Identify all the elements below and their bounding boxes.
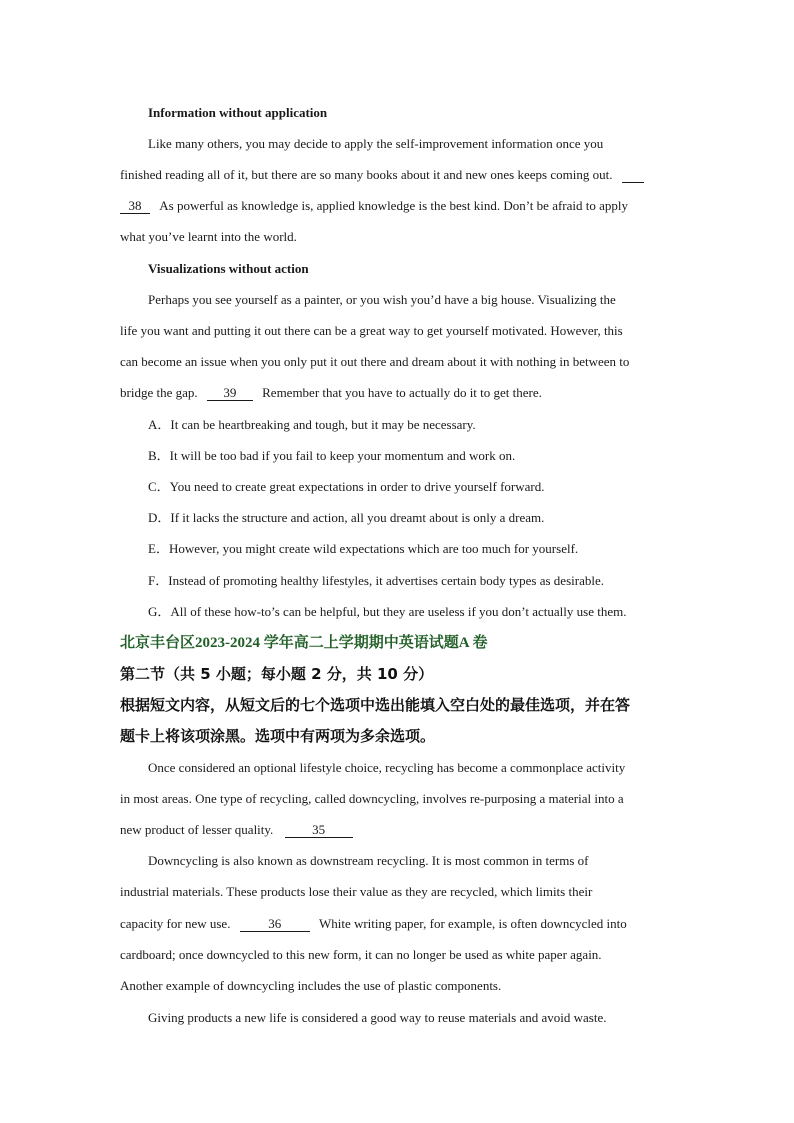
- paragraph-line: Like many others, you may decide to apply the self-improvement information once you: [148, 136, 604, 151]
- option-g: [148, 604, 676, 620]
- part-title: 第二节（共 5 小题；每小题 2 分，共 10 分）: [120, 665, 434, 683]
- answer-blank-35: 35: [285, 823, 353, 838]
- paragraph-text: As powerful as knowledge is, applied knowledge is the best kind. Don’t be afraid to apply: [159, 198, 628, 213]
- answer-blank-36: 36: [240, 917, 310, 932]
- paragraph-line: [120, 167, 676, 183]
- heading-visualizations-without-action: Visualizations without action: [148, 261, 309, 276]
- option-text: Instead of promoting healthy lifestyles, it advertises certain body types as desirable.: [168, 573, 604, 588]
- paragraph-line: Another example of downcycling includes the use of plastic components.: [120, 978, 502, 993]
- answer-blank-38: 38: [120, 199, 150, 214]
- paragraph-text: capacity for new use.: [120, 916, 231, 931]
- option-text: All of these how-to’s can be helpful, but they are useless if you don’t actually use them.: [170, 604, 627, 619]
- paragraph-line: Downcycling is also known as downstream recycling. It is most common in terms of: [148, 853, 589, 868]
- option-letter: G．: [148, 604, 171, 619]
- paragraph-line: Giving products a new life is considered a good way to reuse materials and avoid waste.: [148, 1010, 607, 1025]
- option-letter: C．: [148, 479, 170, 494]
- paragraph-line: Perhaps you see yourself as a painter, or you wish you’d have a big house. Visualizing the: [148, 292, 616, 307]
- paragraph-line: [120, 822, 676, 838]
- paragraph-line: in most areas. One type of recycling, called downcycling, involves re-purposing a material into a: [120, 791, 624, 806]
- option-d: [148, 510, 676, 526]
- instruction-line: 题卡上将该项涂黑。选项中有两项为多余选项。: [120, 727, 436, 745]
- option-a: [148, 417, 676, 433]
- paragraph-line: Once considered an optional lifestyle choice, recycling has become a commonplace activity: [148, 760, 626, 775]
- option-text: It can be heartbreaking and tough, but it may be necessary.: [170, 417, 476, 432]
- option-text: If it lacks the structure and action, all you dreamt about is only a dream.: [170, 510, 545, 525]
- heading-information-without-application: Information without application: [148, 105, 328, 120]
- paragraph-line: cardboard; once downcycled to this new form, it can no longer be used as white paper again.: [120, 947, 602, 962]
- paragraph-line: industrial materials. These products lose their value as they are recycled, which limits their: [120, 884, 593, 899]
- option-text: However, you might create wild expectations which are too much for yourself.: [168, 541, 579, 556]
- option-letter: B．: [148, 448, 170, 463]
- option-letter: E．: [148, 541, 169, 556]
- option-letter: F．: [148, 573, 169, 588]
- option-e: [148, 541, 676, 557]
- option-text: You need to create great expectations in order to drive yourself forward.: [169, 479, 545, 494]
- paragraph-line: life you want and putting it out there can be a great way to get yourself motivated. However, this: [120, 323, 623, 338]
- paragraph-line: can become an issue when you only put it out there and dream about it with nothing in between to: [120, 354, 630, 369]
- paragraph-text: White writing paper, for example, is often downcycled into: [318, 916, 627, 931]
- instruction-line: 根据短文内容，从短文后的七个选项中选出能填入空白处的最佳选项，并在答: [120, 696, 631, 714]
- paragraph-line: what you’ve learnt into the world.: [120, 229, 297, 244]
- paragraph-line: [120, 916, 676, 932]
- option-c: [148, 479, 676, 495]
- paragraph-text: Remember that you have to actually do it to get there.: [262, 385, 542, 400]
- paragraph-text: finished reading all of it, but there are so many books about it and new ones keeps coming out.: [120, 167, 613, 182]
- paragraph-line: [120, 385, 676, 401]
- option-text: It will be too bad if you fail to keep your momentum and work on.: [169, 448, 516, 463]
- option-letter: A．: [148, 417, 171, 432]
- option-letter: D．: [148, 510, 171, 525]
- paragraph-line: [120, 198, 676, 214]
- option-f: [148, 573, 676, 589]
- option-b: [148, 448, 676, 464]
- paragraph-text: new product of lesser quality.: [120, 822, 274, 837]
- paragraph-text: bridge the gap.: [120, 385, 198, 400]
- answer-blank-39: 39: [207, 386, 253, 401]
- answer-blank-38-start: [622, 168, 644, 183]
- source-title: 北京丰台区2023-2024 学年高二上学期期中英语试题A 卷: [120, 635, 488, 651]
